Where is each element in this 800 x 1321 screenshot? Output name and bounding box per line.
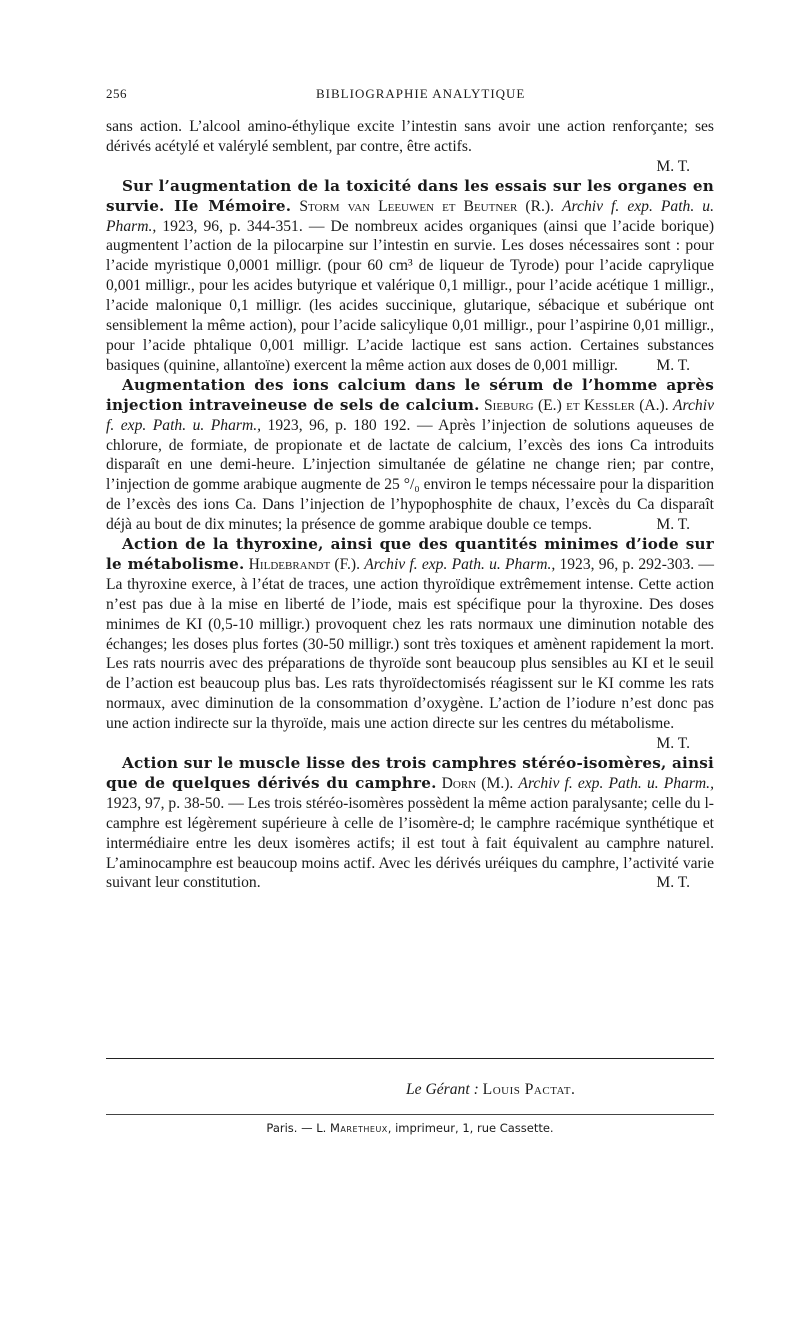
- signature: M. T.: [656, 735, 690, 753]
- citation: 1923, 96, p. 180 192.: [267, 416, 411, 434]
- continuation-text: sans action. L’alcool amino-éthylique excite l’intestin sans avoir une action renforçante; ses dérivés acétylé et valérylé semblent, par contre, être actifs.: [106, 118, 714, 155]
- article-title: Sur l’augmentation de la toxicité dans les essais sur les organes en survie. IIe Mémoire.: [106, 176, 714, 215]
- citation: 1923, 96, p. 344-351.: [162, 217, 303, 235]
- article-2: [106, 376, 714, 535]
- citation: 1923, 96, p. 292-303.: [559, 555, 695, 573]
- signature: M. T.: [656, 157, 690, 175]
- article-4: [106, 754, 714, 893]
- page-body: [106, 117, 714, 893]
- journal-name: Archiv f. exp. Path. u. Pharm.,: [518, 774, 714, 792]
- article-title: Action sur le muscle lisse des trois camphres stéréo-isomères, ainsi que de quelques dérivés du camphre.: [106, 754, 714, 792]
- gerant-label: Le Gérant :: [406, 1081, 479, 1098]
- signature: M. T.: [656, 874, 690, 892]
- imprint-suffix: , imprimeur, 1, rue Cassette.: [387, 1121, 554, 1135]
- continuation-paragraph: [106, 117, 714, 177]
- signature: M. T.: [656, 356, 690, 374]
- article-text: — Les trois stéréo-isomères possèdent la même action paralysante; celle du l-camphre est légèrement supérieure à celle de l’isomère-d; le camphre racémique synthétique et intermédiaire entre les deux isomères actifs; il est tout à fait équivalent au camphre naturel. L’aminocamphre est beaucoup moins actif. Avec les dérivés uréiques du camphre, l’activité varie suivant leur constitution.: [106, 794, 714, 892]
- journal-name: Archiv f. exp. Path. u. Pharm.,: [106, 197, 714, 235]
- running-title: BIBLIOGRAPHIE ANALYTIQUE: [316, 86, 526, 101]
- printer-imprint: [106, 1121, 714, 1135]
- journal-name: Archiv f. exp. Path. u. Pharm.,: [106, 396, 714, 434]
- article-title: Augmentation des ions calcium dans le sérum de l’homme après injection intraveineuse de sels de calcium.: [106, 375, 714, 414]
- article-text: — De nombreux acides organiques (ainsi que l’acide borique) augmentent l’action de la pilocarpine sur l’intestin en survie. Les doses nécessaires sont : pour l’acide myristique 0,0001 milligr. (pour 60 cm³ de liqueur de Tyrode) pour l’acide caprylique 0,001 milligr., pour les acides butyrique et valérique 0,1 milligr., pour l’acide acétique 1 milligr., l’acide malonique 0,1 milligr. (les acides succinique, glutarique, sébacique et subérique ont sensiblement la même action), pour l’acide salicylique 0,01 milligr., pour l’aspirine 0,01 milligr., pour l’acide phtalique 0,001 milligr. L’acide lactique est sans action. Certaines substances basiques (quinine, allantoïne) exercent la même action aux doses de 0,001 milligr.: [106, 217, 715, 374]
- article-title: Action de la thyroxine, ainsi que des quantités minimes d’iode sur le métabolisme.: [106, 535, 714, 573]
- article-authors: Dorn (M.).: [441, 774, 514, 792]
- article-1: [106, 177, 714, 376]
- page-number: 256: [106, 86, 127, 101]
- article-text: — La thyroxine exerce, à l’état de traces, une action thyroïdique extrêmement intense. Cette action n’est pas due à la mise en liberté de l’iode, mais est spécifique pour la thyroxine. Des doses minimes de KI (0,5-10 milligr.) provoquent chez les rats normaux une diminution notable des échanges; les doses plus fortes (30-50 milligr.) sont très toxiques et amènent rapidement la mort. Les rats nourris avec des préparations de thyroïde sont beaucoup plus sensibles au KI et le seuil de l’action est beaucoup plus bas. Les rats thyroïdectomisés réagissent sur le KI comme les rats normaux, avec diminution de la consommation d’oxygène. L’action de l’iodure n’est donc pas une action indirecte sur la thyroïde, mais une action directe sur les centres du métabolisme.: [106, 555, 714, 733]
- article-3: [106, 535, 714, 754]
- article-authors: Sieburg (E.) et Kessler (A.).: [484, 396, 669, 414]
- journal-name: Archiv f. exp. Path. u. Pharm.,: [364, 555, 556, 573]
- article-text: — Après l’injection de solutions aqueuses de chlorure, de formiate, de propionate et de lactate de calcium, l’excès des ions Ca introduits disparaît en une demi-heure. L’injection simultanée de gélatine ne change rien; par contre, l’injection de gomme arabique augmente de 25 °/₀ environ le temps nécessaire pour la disparition de l’excès des ions Ca. Dans l’injection de l’hypophosphite de chaux, l’excès du Ca disparaît déjà au bout de dix minutes; la présence de gomme arabique double ce temps.: [106, 416, 715, 534]
- signature: M. T.: [656, 516, 690, 534]
- footer-rule: [106, 1058, 714, 1059]
- citation: 1923, 97, p. 38-50.: [106, 794, 225, 812]
- article-authors: Hildebrandt (F.).: [248, 555, 361, 573]
- imprint-name: Maretheux: [329, 1121, 388, 1135]
- article-authors: Storm van Leeuwen et Beutner (R.).: [299, 197, 554, 215]
- imprint-prefix: Paris. — L.: [266, 1121, 327, 1135]
- gerant-name: Louis Pactat.: [482, 1081, 576, 1098]
- running-header: [106, 86, 714, 106]
- imprint-rule: [106, 1114, 714, 1115]
- gerant-line: [406, 1081, 575, 1099]
